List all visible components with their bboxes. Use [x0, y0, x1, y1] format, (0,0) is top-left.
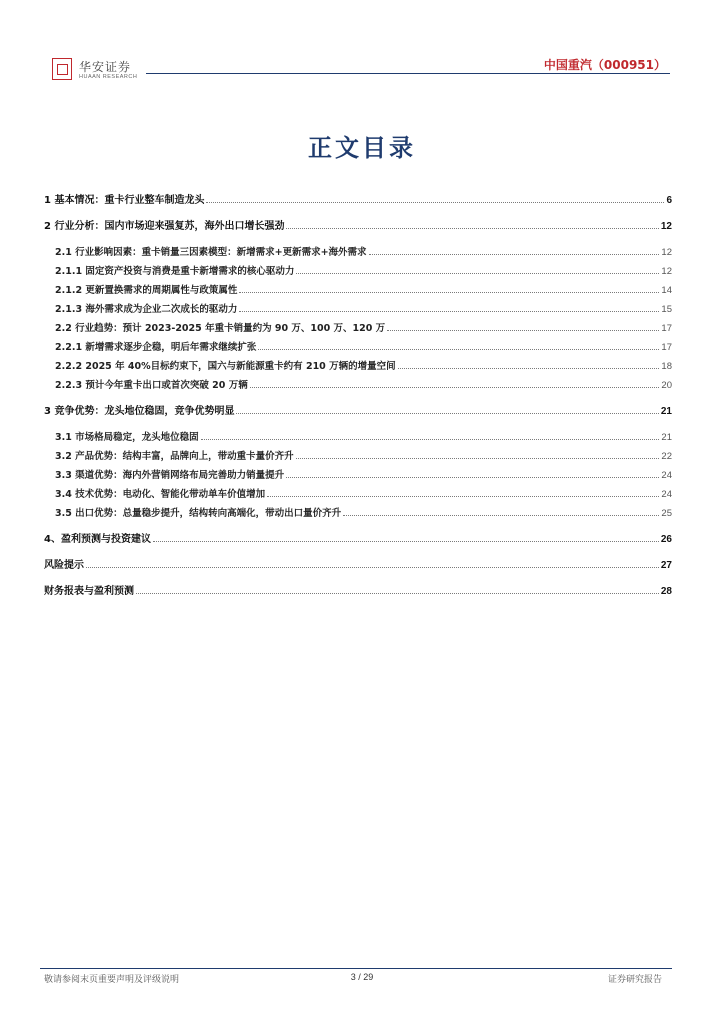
toc-dot-leader	[343, 515, 659, 516]
logo-seal-icon	[52, 58, 72, 80]
toc-entry-page: 21	[661, 432, 672, 443]
toc-entry[interactable]	[44, 337, 672, 353]
toc-entry[interactable]	[44, 581, 672, 597]
toc-entry-label: 2 行业分析：国内市场迎来强复苏，海外出口增长强劲	[44, 221, 285, 232]
company-logo	[52, 58, 152, 84]
toc-entry-page: 12	[661, 247, 672, 258]
toc-dot-leader	[296, 273, 659, 274]
logo-name: 华安证券	[79, 60, 132, 74]
toc-entry-label: 3.5 出口优势：总量稳步提升，结构转向高端化，带动出口量价齐升	[55, 508, 342, 519]
page-number: 3 / 29	[350, 972, 374, 982]
toc-dot-leader	[236, 413, 658, 414]
toc-dot-leader	[387, 330, 659, 331]
toc-dot-leader	[136, 593, 659, 594]
toc-dot-leader	[286, 228, 658, 229]
company-ticker: 中国重汽（000951）	[543, 58, 666, 72]
toc-entry-label: 2.1.2 更新置换需求的周期属性与政策属性	[55, 285, 238, 296]
toc-entry-label: 3.1 市场格局稳定，龙头地位稳固	[55, 432, 199, 443]
toc-entry-page: 12	[660, 221, 672, 232]
toc-entry-label: 3 竞争优势：龙头地位稳固，竞争优势明显	[44, 406, 235, 417]
toc-entry[interactable]	[44, 484, 672, 500]
toc-dot-leader	[296, 458, 660, 459]
toc-entry-label: 2.1.1 固定资产投资与消费是重卡新增需求的核心驱动力	[55, 266, 295, 277]
toc-entry[interactable]	[44, 356, 672, 372]
toc-entry-page: 24	[661, 470, 672, 481]
toc-entry-label: 2.2.2 2025 年 40%目标约束下，国六与新能源重卡约有 210 万辆的增量空间	[55, 361, 396, 372]
page-header	[52, 54, 670, 84]
footer-divider	[40, 968, 672, 969]
toc-entry-label: 4、盈利预测与投资建议	[44, 534, 151, 545]
toc-dot-leader	[153, 541, 659, 542]
toc-entry[interactable]	[44, 446, 672, 462]
toc-entry[interactable]	[44, 318, 672, 334]
page-title: 正文目录	[308, 134, 416, 162]
toc-entry[interactable]	[44, 242, 672, 258]
toc-entry[interactable]	[44, 216, 672, 232]
toc-entry[interactable]	[44, 375, 672, 391]
toc-dot-leader	[398, 368, 660, 369]
toc-entry[interactable]	[44, 299, 672, 315]
toc-entry-page: 21	[660, 406, 672, 417]
toc-entry-page: 12	[661, 266, 672, 277]
toc-entry-label: 2.2.3 预计今年重卡出口或首次突破 20 万辆	[55, 380, 248, 391]
toc-entry-page: 25	[661, 508, 672, 519]
header-divider	[146, 73, 670, 74]
toc-entry-label: 2.2 行业趋势：预计 2023-2025 年重卡销量约为 90 万、100 万、120 万	[55, 323, 386, 334]
footer-report-type: 证券研究报告	[607, 975, 662, 985]
toc-entry[interactable]	[44, 503, 672, 519]
toc-entry-label: 3.4 技术优势：电动化、智能化带动单车价值增加	[55, 489, 266, 500]
logo-subtitle: HUAAN RESEARCH	[79, 74, 138, 80]
toc-dot-leader	[206, 202, 664, 203]
toc-entry-page: 22	[661, 451, 672, 462]
toc-entry-page: 18	[661, 361, 672, 372]
toc-entry-label: 财务报表与盈利预测	[44, 586, 134, 597]
toc-entry[interactable]	[44, 261, 672, 277]
toc-entry-page: 24	[661, 489, 672, 500]
toc-entry-label: 2.2.1 新增需求逐步企稳，明后年需求继续扩张	[55, 342, 257, 353]
toc-dot-leader	[201, 439, 660, 440]
toc-entry-label: 3.3 渠道优势：海内外营销网络布局完善助力销量提升	[55, 470, 285, 481]
toc-dot-leader	[258, 349, 659, 350]
toc-entry-page: 26	[660, 534, 672, 545]
toc-dot-leader	[286, 477, 659, 478]
toc-entry-page: 17	[661, 323, 672, 334]
toc-entry-page: 17	[661, 342, 672, 353]
toc-entry-page: 28	[660, 586, 672, 597]
toc-entry[interactable]	[44, 280, 672, 296]
toc-entry-page: 14	[661, 285, 672, 296]
toc-entry[interactable]	[44, 401, 672, 417]
toc-dot-leader	[239, 292, 659, 293]
toc-entry-label: 3.2 产品优势：结构丰富，品牌向上，带动重卡量价齐升	[55, 451, 294, 462]
toc-entry-label: 风险提示	[44, 560, 84, 571]
toc-entry-page: 20	[661, 380, 672, 391]
toc-dot-leader	[267, 496, 659, 497]
toc-dot-leader	[250, 387, 660, 388]
toc-dot-leader	[239, 311, 659, 312]
toc-entry-label: 2.1 行业影响因素：重卡销量三因素模型：新增需求+更新需求+海外需求	[55, 247, 367, 258]
toc-entry[interactable]	[44, 465, 672, 481]
toc-entry-page: 27	[660, 560, 672, 571]
toc-entry[interactable]	[44, 529, 672, 545]
toc-dot-leader	[369, 254, 660, 255]
toc-dot-leader	[86, 567, 659, 568]
toc-entry[interactable]	[44, 555, 672, 571]
toc-entry-label: 1 基本情况：重卡行业整车制造龙头	[44, 195, 205, 206]
footer-disclaimer: 敬请参阅末页重要声明及评级说明	[44, 975, 180, 985]
toc-entry[interactable]	[44, 427, 672, 443]
toc-entry-label: 2.1.3 海外需求成为企业二次成长的驱动力	[55, 304, 238, 315]
toc-entry-page: 15	[661, 304, 672, 315]
toc-entry-page: 6	[666, 195, 672, 206]
toc-entry[interactable]	[44, 190, 672, 206]
